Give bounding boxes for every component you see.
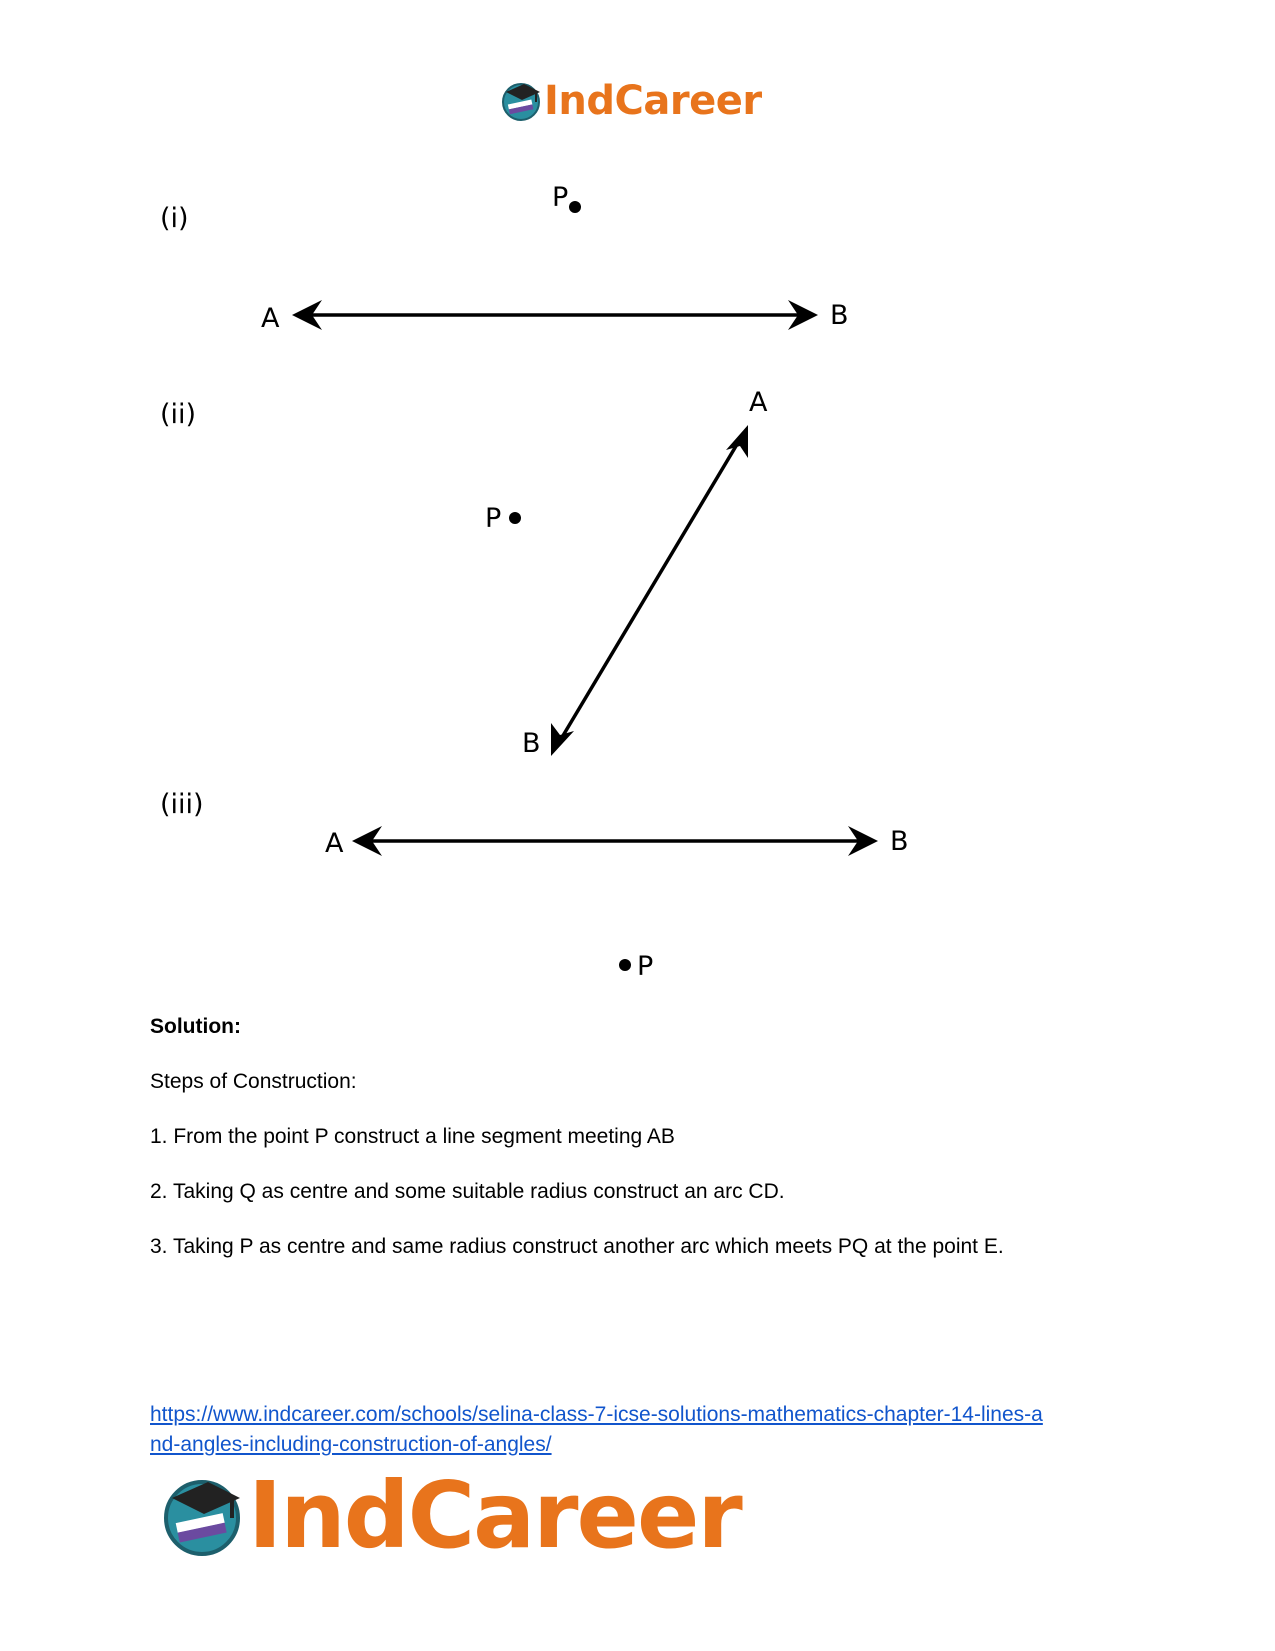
step-2: 2. Taking Q as centre and some suitable radius construct an arc CD. bbox=[150, 1180, 785, 1203]
steps-intro: Steps of Construction: bbox=[150, 1070, 357, 1093]
step-1: 1. From the point P construct a line segment meeting AB bbox=[150, 1125, 675, 1148]
part-i-label-b: B bbox=[830, 300, 849, 331]
part-i-label-a: A bbox=[261, 303, 280, 334]
brand-name-large: IndCareer bbox=[248, 1462, 741, 1569]
solution-heading: Solution: bbox=[150, 1015, 241, 1038]
brand-name: IndCareer bbox=[544, 78, 762, 124]
part-iii-point-label: P bbox=[637, 951, 654, 982]
part-ii-arrow-bottom bbox=[551, 723, 574, 756]
part-iii-label-a: A bbox=[325, 828, 344, 859]
part-ii-line-ab bbox=[558, 436, 742, 744]
part-ii-point-p bbox=[509, 512, 521, 524]
source-link[interactable] bbox=[150, 1400, 1043, 1460]
part-ii-label-a: A bbox=[749, 387, 768, 418]
graduation-cap-books-globe-icon bbox=[160, 1474, 244, 1558]
part-ii-arrow-top bbox=[726, 425, 748, 458]
part-iii-label: (iii) bbox=[160, 789, 204, 820]
source-link-line-2[interactable]: nd-angles-including-construction-of-angles/ bbox=[150, 1433, 552, 1456]
part-i-point-label: P bbox=[552, 182, 569, 213]
part-i-label: (i) bbox=[160, 203, 189, 234]
step-3: 3. Taking P as centre and same radius construct another arc which meets PQ at the point E. bbox=[150, 1235, 1004, 1258]
part-i-point-p bbox=[569, 201, 581, 213]
source-link-line-1[interactable]: https://www.indcareer.com/schools/selina-class-7-icse-solutions-mathematics-chapter-14-lines-a bbox=[150, 1403, 1043, 1426]
part-ii-label-b: B bbox=[522, 728, 541, 759]
part-ii-label: (ii) bbox=[160, 399, 197, 430]
part-iii-point-p bbox=[619, 959, 631, 971]
part-ii-point-label: P bbox=[485, 503, 502, 534]
part-iii-label-b: B bbox=[890, 826, 909, 857]
footer-logo bbox=[160, 1462, 741, 1569]
